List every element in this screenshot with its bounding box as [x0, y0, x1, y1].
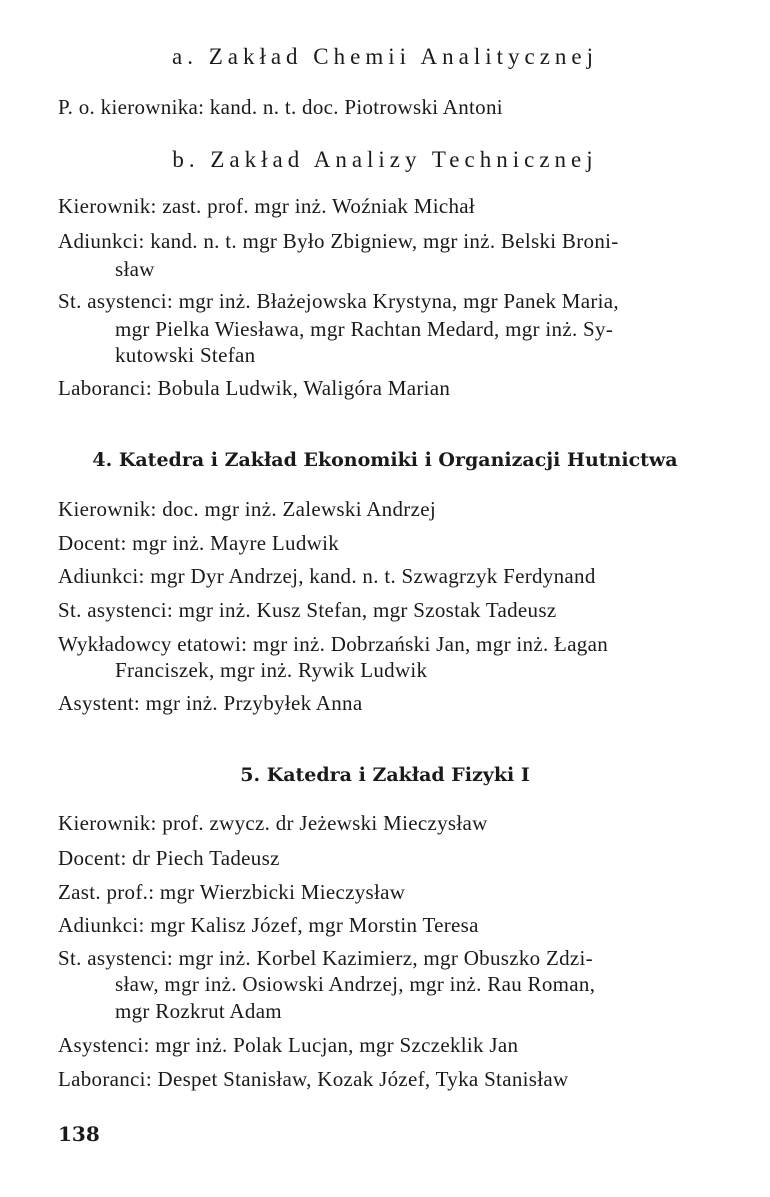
text-line: Kierownik: doc. mgr inż. Zalewski Andrzej — [58, 497, 436, 521]
text-line-continuation: sław, mgr inż. Osiowski Andrzej, mgr inż. Rau Roman, — [115, 972, 596, 996]
text-line: Zast. prof.: mgr Wierzbicki Mieczysław — [58, 880, 406, 904]
subsection-title-chemia-analityczna: a. Zakład Chemii Analitycznej — [171, 44, 599, 69]
text-line-continuation: kutowski Stefan — [115, 343, 256, 367]
text-line: Adiunkci: kand. n. t. mgr Było Zbigniew, mgr inż. Belski Broni- — [58, 229, 619, 253]
text-line: P. o. kierownika: kand. n. t. doc. Piotrowski Antoni — [58, 95, 503, 119]
text-line: Laboranci: Despet Stanisław, Kozak Józef, Tyka Stanisław — [58, 1067, 569, 1091]
text-line: St. asystenci: mgr inż. Korbel Kazimierz, mgr Obuszko Zdzi- — [58, 946, 593, 970]
text-line: Wykładowcy etatowi: mgr inż. Dobrzański Jan, mgr inż. Łagan — [58, 632, 609, 656]
section-title-ekonomika: 4. Katedra i Zakład Ekonomiki i Organizacji Hutnictwa — [92, 449, 678, 471]
text-line: Docent: mgr inż. Mayre Ludwik — [58, 531, 340, 555]
text-line: St. asystenci: mgr inż. Kusz Stefan, mgr Szostak Tadeusz — [58, 598, 557, 622]
text-line: Adiunkci: mgr Kalisz Józef, mgr Morstin Teresa — [58, 913, 479, 937]
text-line: Asystent: mgr inż. Przybyłek Anna — [58, 691, 363, 715]
text-line: Adiunkci: mgr Dyr Andrzej, kand. n. t. Szwagrzyk Ferdynand — [58, 564, 596, 588]
text-line-continuation: Franciszek, mgr inż. Rywik Ludwik — [115, 658, 428, 682]
page-number: 138 — [58, 1122, 100, 1146]
text-line: St. asystenci: mgr inż. Błażejowska Krystyna, mgr Panek Maria, — [58, 289, 619, 313]
text-line: Laboranci: Bobula Ludwik, Waligóra Marian — [58, 376, 451, 400]
text-line: Docent: dr Piech Tadeusz — [58, 846, 280, 870]
subsection-title-analiza-techniczna: b. Zakład Analizy Technicznej — [172, 147, 598, 172]
text-line-continuation: mgr Rozkrut Adam — [115, 999, 282, 1023]
text-line: Asystenci: mgr inż. Polak Lucjan, mgr Szczeklik Jan — [58, 1033, 519, 1057]
text-line-continuation: mgr Pielka Wiesława, mgr Rachtan Medard, mgr inż. Sy- — [115, 317, 614, 341]
section-title-fizyka: 5. Katedra i Zakład Fizyki I — [240, 764, 530, 786]
text-line: Kierownik: prof. zwycz. dr Jeżewski Mieczysław — [58, 811, 488, 835]
text-line-continuation: sław — [115, 257, 155, 281]
text-line: Kierownik: zast. prof. mgr inż. Woźniak Michał — [58, 194, 476, 218]
